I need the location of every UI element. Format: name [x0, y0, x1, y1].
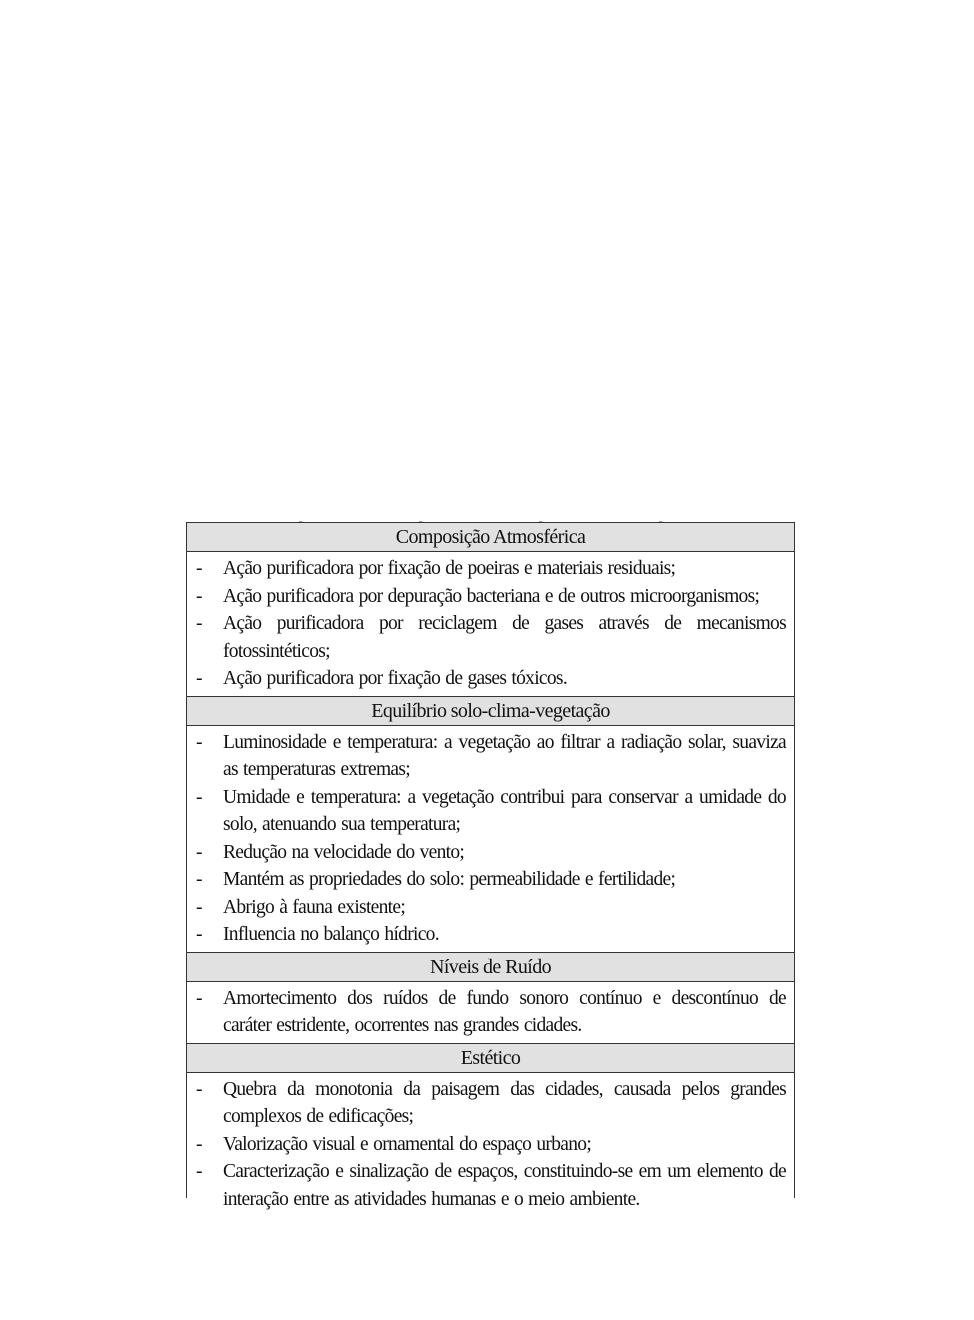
item-list [187, 982, 794, 1043]
bullet-dash: - [196, 869, 202, 890]
section-estetico [187, 1043, 794, 1217]
list-item [187, 1076, 786, 1131]
section-header: Níveis de Ruído [187, 953, 794, 982]
list-item [187, 583, 786, 611]
bullet-dash: - [196, 987, 202, 1009]
section-header: Composição Atmosférica [187, 523, 794, 552]
list-item [187, 921, 786, 949]
bullet-dash: - [196, 1133, 202, 1155]
bullet-dash: - [196, 896, 202, 918]
bullet-dash: - [196, 1078, 202, 1100]
item-text: Umidade e temperatura: a vegetação contribui para conservar a umidade do solo, atenuando sua temperatura; [223, 786, 786, 835]
benefits-table [186, 522, 795, 1210]
item-text: Caracterização e sinalização de espaços, constituindo-se em um elemento de interação entre as atividades humanas e o meio ambiente. [223, 1161, 786, 1210]
list-item [187, 894, 786, 922]
item-text: Amortecimento dos ruídos de fundo sonoro contínuo e descontínuo de caráter estridente, ocorrentes nas grandes cidades. [223, 987, 786, 1036]
section-header: Equilíbrio solo-clima-vegetação [187, 697, 794, 726]
bullet-dash: - [196, 558, 202, 579]
list-item [187, 784, 786, 839]
item-list [187, 726, 794, 952]
list-item [187, 729, 786, 784]
bullet-dash: - [196, 613, 202, 634]
item-text: Quebra da monotonia da paisagem das cidades, causada pelos grandes complexos de edificações; [223, 1078, 786, 1127]
list-item [187, 866, 786, 894]
section-header: Estético [187, 1044, 794, 1073]
list-item [187, 555, 786, 583]
bullet-dash: - [196, 924, 202, 945]
list-item [187, 1131, 786, 1159]
section-equilibrio-solo-clima-vegetacao [187, 696, 794, 952]
item-text: Influencia no balanço hídrico. [223, 924, 439, 945]
list-item [187, 610, 786, 665]
list-item [187, 1158, 786, 1213]
item-text: Valorização visual e ornamental do espaço urbano; [223, 1133, 592, 1155]
item-text: Mantém as propriedades do solo: permeabilidade e fertilidade; [223, 869, 676, 890]
item-text: Luminosidade e temperatura: a vegetação ao filtrar a radiação solar, suaviza as temperaturas extremas; [223, 731, 786, 780]
section-composicao-atmosferica [187, 522, 794, 696]
item-list [187, 552, 794, 696]
item-list [187, 1073, 794, 1217]
item-text: Ação purificadora por reciclagem de gases através de mecanismos fotossintéticos; [223, 613, 786, 662]
bullet-dash: - [196, 786, 202, 808]
bullet-dash: - [196, 668, 202, 689]
bullet-dash: - [196, 841, 202, 863]
section-niveis-de-ruido [187, 952, 794, 1043]
item-text: Abrigo à fauna existente; [223, 896, 406, 918]
bullet-dash: - [196, 731, 202, 753]
item-text: Redução na velocidade do vento; [223, 841, 465, 863]
bullet-dash: - [196, 1161, 202, 1182]
item-text: Ação purificadora por fixação de gases tóxicos. [223, 668, 567, 689]
list-item [187, 839, 786, 867]
list-item [187, 665, 786, 693]
list-item [187, 985, 786, 1040]
item-text: Ação purificadora por fixação de poeiras e materiais residuais; [223, 558, 676, 579]
item-text: Ação purificadora por depuração bacteriana e de outros microorganismos; [223, 585, 760, 607]
bullet-dash: - [196, 585, 202, 607]
